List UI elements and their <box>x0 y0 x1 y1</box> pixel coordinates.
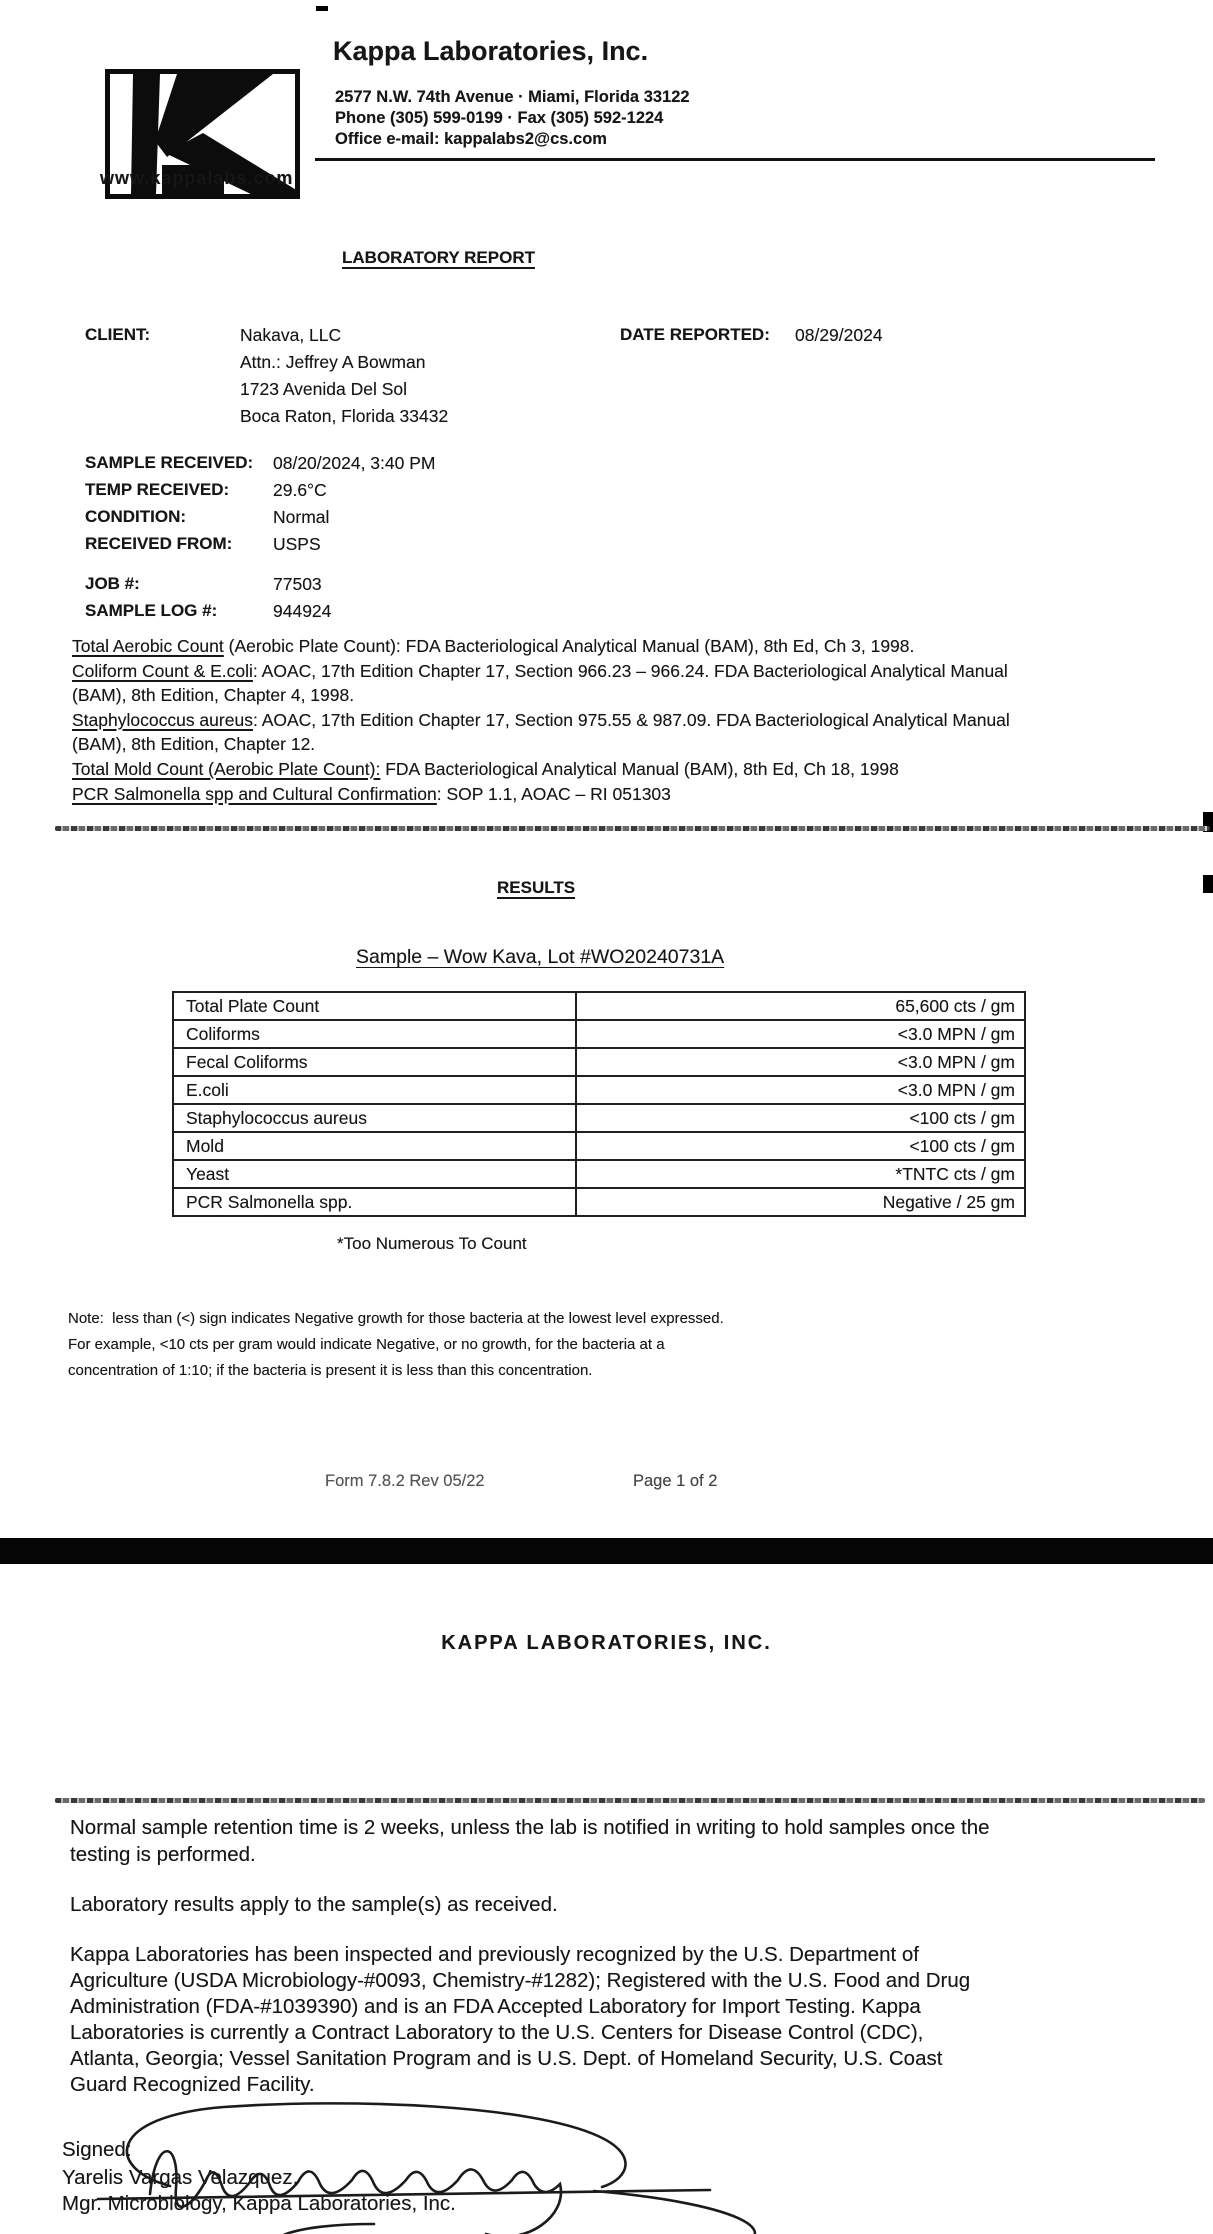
page-divider-bar <box>0 1538 1213 1564</box>
accreditation-line: Agriculture (USDA Microbiology-#0093, Chemistry-#1282); Registered with the U.S. Food and Drug <box>70 1969 971 1992</box>
method-staph-aureus <box>72 708 1024 757</box>
analyte-cell: Total Plate Count <box>173 992 576 1020</box>
sample-log-value: 944924 <box>273 601 332 621</box>
company-website: www.kappalabs.com <box>100 168 294 188</box>
accreditation-line: Administration (FDA-#1039390) and is an FDA Accepted Laboratory for Import Testing. Kappa <box>70 1995 921 2018</box>
table-row <box>173 1048 1025 1076</box>
method-name: PCR Salmonella spp and Cultural Confirmation <box>72 783 437 804</box>
method-total-mold <box>72 757 1024 782</box>
client-label: CLIENT: <box>85 325 151 344</box>
method-name: Total Aerobic Count <box>72 636 224 656</box>
result-cell: *TNTC cts / gm <box>576 1160 1025 1188</box>
result-cell: <100 cts / gm <box>576 1132 1025 1160</box>
method-text: : AOAC, 17th Edition Chapter 17, Section 975.55 & 987.09. FDA Bacteriological Analytical Manual (BAM), 8th Edition, Chapter 12. <box>72 709 1010 755</box>
accreditation-line: Laboratories is currently a Contract Laboratory to the U.S. Centers for Disease Control (CDC), <box>70 2021 924 2044</box>
date-reported-value: 08/29/2024 <box>795 325 883 345</box>
retention-line: Normal sample retention time is 2 weeks, unless the lab is notified in writing to hold samples once the <box>70 1816 990 1839</box>
retention-line: testing is performed. <box>70 1843 256 1866</box>
company-address: 2577 N.W. 74th Avenue · Miami, Florida 33122 <box>335 88 690 106</box>
note-line: For example, <10 cts per gram would indicate Negative, or no growth, for the bacteria at a <box>68 1336 665 1353</box>
received-from-label: RECEIVED FROM: <box>85 534 233 553</box>
page2-title: KAPPA LABORATORIES, INC. <box>441 1632 772 1654</box>
accreditation-line: Guard Recognized Facility. <box>70 2073 315 2096</box>
accreditation-line: Kappa Laboratories has been inspected and previously recognized by the U.S. Department of <box>70 1943 919 1966</box>
analyte-cell: Mold <box>173 1132 576 1160</box>
result-cell: <3.0 MPN / gm <box>576 1076 1025 1104</box>
analyte-cell: E.coli <box>173 1076 576 1104</box>
sample-log-label: SAMPLE LOG #: <box>85 601 218 620</box>
result-cell: 65,600 cts / gm <box>576 992 1025 1020</box>
analyte-cell: Coliforms <box>173 1020 576 1048</box>
job-number-value: 77503 <box>273 574 322 594</box>
report-title: LABORATORY REPORT <box>342 248 535 267</box>
signed-label: Signed: <box>62 2138 132 2161</box>
accreditation-line: Atlanta, Georgia; Vessel Sanitation Program and is U.S. Dept. of Homeland Security, U.S. Coast <box>70 2047 943 2070</box>
sample-received-value: 08/20/2024, 3:40 PM <box>273 453 436 473</box>
method-total-aerobic-count <box>72 634 1024 659</box>
analyte-cell: Yeast <box>173 1160 576 1188</box>
date-reported-label: DATE REPORTED: <box>620 325 770 344</box>
results-table <box>172 991 1026 1217</box>
client-attn: Attn.: Jeffrey A Bowman <box>240 352 426 372</box>
scan-artifact <box>1203 875 1213 893</box>
temp-received-value: 29.6°C <box>273 480 327 500</box>
method-text: (Aerobic Plate Count): FDA Bacteriological Analytical Manual (BAM), 8th Ed, Ch 3, 1998. <box>223 636 915 656</box>
note-line: Note: less than (<) sign indicates Negative growth for those bacteria at the lowest level expressed. <box>68 1310 724 1327</box>
sample-received-label: SAMPLE RECEIVED: <box>85 453 254 472</box>
form-number: Form 7.8.2 Rev 05/22 <box>325 1472 485 1490</box>
table-row <box>173 1076 1025 1104</box>
method-text: : AOAC, 17th Edition Chapter 17, Section 966.23 – 966.24. FDA Bacteriological Analytical Manual (BAM), 8th Edition, Chapter 4, 1998. <box>72 660 1008 706</box>
company-email: Office e-mail: kappalabs2@cs.com <box>335 130 607 148</box>
result-cell: <3.0 MPN / gm <box>576 1048 1025 1076</box>
analyte-cell: PCR Salmonella spp. <box>173 1188 576 1216</box>
method-name: Coliform Count & E.coli <box>72 660 253 681</box>
sample-id-line: Sample – Wow Kava, Lot #WO20240731A <box>356 946 725 968</box>
table-row <box>173 1020 1025 1048</box>
tntc-footnote: *Too Numerous To Count <box>337 1234 527 1253</box>
client-city: Boca Raton, Florida 33432 <box>240 406 449 426</box>
methods-section <box>72 634 1024 806</box>
scan-artifact <box>316 6 328 11</box>
analyte-cell: Fecal Coliforms <box>173 1048 576 1076</box>
header-rule <box>315 158 1155 161</box>
kappa-logo <box>105 33 300 163</box>
separator-squiggle <box>55 1798 1205 1803</box>
analyte-cell: Staphylococcus aureus <box>173 1104 576 1132</box>
results-heading: RESULTS <box>497 878 576 897</box>
page-number: Page 1 of 2 <box>633 1472 718 1490</box>
method-text: FDA Bacteriological Analytical Manual (BAM), 8th Ed, Ch 18, 1998 <box>380 758 899 779</box>
table-row <box>173 1104 1025 1132</box>
client-street: 1723 Avenida Del Sol <box>240 379 408 399</box>
job-number-label: JOB #: <box>85 574 140 593</box>
method-pcr-salmonella <box>72 782 1024 807</box>
signer-name: Yarelis Vargas Velazquez. <box>62 2166 299 2189</box>
received-from-value: USPS <box>273 534 321 554</box>
separator-squiggle <box>55 826 1210 831</box>
result-cell: <3.0 MPN / gm <box>576 1020 1025 1048</box>
table-row <box>173 1132 1025 1160</box>
temp-received-label: TEMP RECEIVED: <box>85 480 230 499</box>
note-line: concentration of 1:10; if the bacteria is present it is less than this concentration. <box>68 1362 593 1379</box>
method-name: Staphylococcus aureus <box>72 709 253 730</box>
result-cell: Negative / 25 gm <box>576 1188 1025 1216</box>
result-cell: <100 cts / gm <box>576 1104 1025 1132</box>
table-row <box>173 1160 1025 1188</box>
company-phone-fax: Phone (305) 599-0199 · Fax (305) 592-1224 <box>335 109 664 127</box>
condition-label: CONDITION: <box>85 507 187 526</box>
method-name: Total Mold Count (Aerobic Plate Count): <box>72 758 381 779</box>
signer-title: Mgr. Microbiology, Kappa Laboratories, Inc. <box>62 2192 456 2215</box>
client-name: Nakava, LLC <box>240 325 342 345</box>
table-row <box>173 1188 1025 1216</box>
condition-value: Normal <box>273 507 330 527</box>
method-coliform-ecoli <box>72 659 1024 708</box>
table-row <box>173 992 1025 1020</box>
company-name: Kappa Laboratories, Inc. <box>333 36 649 66</box>
method-text: : SOP 1.1, AOAC – RI 051303 <box>436 783 671 804</box>
results-apply-note: Laboratory results apply to the sample(s) as received. <box>70 1893 558 1916</box>
